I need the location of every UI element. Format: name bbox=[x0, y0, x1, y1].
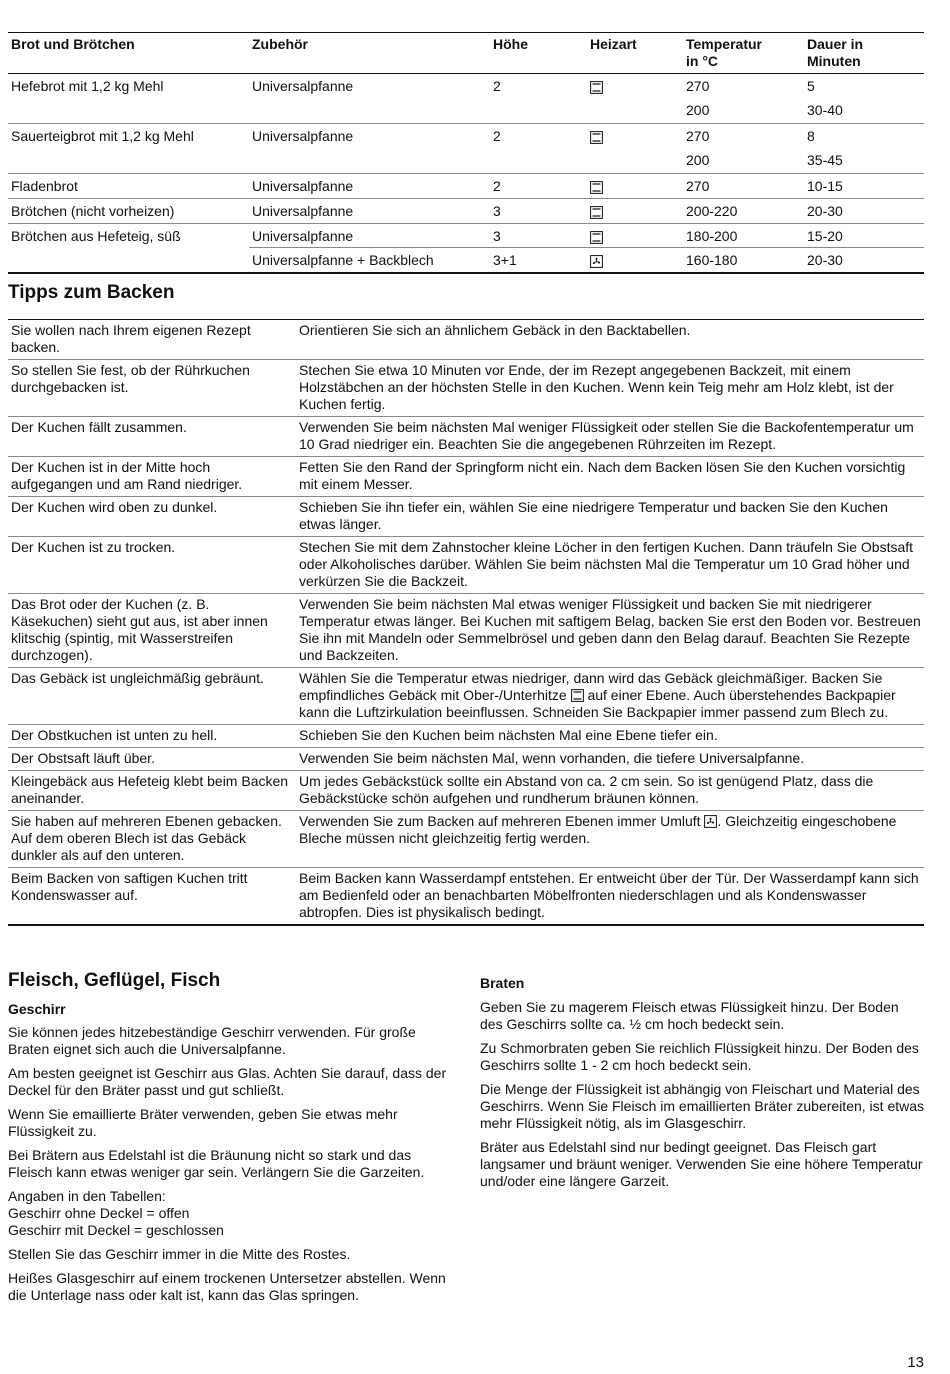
tip-row bbox=[8, 811, 924, 868]
meat-section bbox=[8, 972, 455, 1311]
level: 2 bbox=[493, 78, 501, 94]
legend-line: Geschirr mit Deckel = geschlossen bbox=[8, 1222, 224, 1238]
heating-mode bbox=[587, 174, 683, 198]
tip-solution bbox=[299, 668, 924, 724]
tip-solution: Schieben Sie den Kuchen beim nächsten Mal eine Ebene tiefer ein. bbox=[299, 727, 718, 743]
tip-solution: Stechen Sie mit dem Zahnstocher kleine Löcher in den fertigen Kuchen. Dann träufeln Sie Obstsaft oder Alkoholisches darüber. Wählen Sie beim nächsten Mal die Temperatur um 10 Grad höher und verkürzen Sie die Backzeit. bbox=[299, 539, 914, 589]
ober-unterhitze-icon bbox=[590, 206, 603, 219]
duration: 30-40 bbox=[807, 102, 843, 118]
duration-cell bbox=[804, 174, 924, 198]
column-header: Höhe bbox=[493, 36, 528, 52]
duration: 20-30 bbox=[807, 203, 843, 219]
tip-problem: Beim Backen von saftigen Kuchen tritt Kondenswasser auf. bbox=[11, 870, 248, 903]
temperature: 200 bbox=[686, 102, 710, 118]
tip-row bbox=[8, 868, 924, 926]
accessory: Universalpfanne bbox=[252, 203, 354, 219]
umluft-icon bbox=[590, 255, 603, 268]
paragraph: Die Menge der Flüssigkeit ist abhängig von Fleischart und Material des Geschirrs. Wenn Sie Fleisch im emaillierten Bräter zubereiten, ist etwas mehr Flüssigkeit nötig, als im Glasgeschirr. bbox=[480, 1081, 925, 1131]
tip-row bbox=[8, 771, 924, 811]
tip-row bbox=[8, 668, 924, 725]
heating-mode bbox=[587, 199, 683, 223]
heating-mode bbox=[587, 224, 683, 248]
paragraph: Stellen Sie das Geschirr immer in die Mitte des Rostes. bbox=[8, 1246, 351, 1262]
bread-name: Fladenbrot bbox=[11, 178, 78, 194]
bread-name: Hefebrot mit 1,2 kg Mehl bbox=[11, 78, 164, 94]
tip-row bbox=[8, 417, 924, 457]
paragraph: Sie können jedes hitzebeständige Geschirr verwenden. Für große Braten eignet sich auch die Universalpfanne. bbox=[8, 1024, 416, 1057]
accessory: Universalpfanne bbox=[252, 128, 354, 144]
duration: 8 bbox=[807, 128, 815, 144]
bread-name: Sauerteigbrot mit 1,2 kg Mehl bbox=[11, 128, 194, 144]
ober-unterhitze-icon bbox=[590, 231, 603, 244]
umluft-icon bbox=[704, 815, 717, 828]
table-row bbox=[8, 224, 924, 248]
ober-unterhitze-icon bbox=[590, 181, 603, 194]
tip-solution bbox=[299, 811, 924, 867]
temperature: 270 bbox=[686, 78, 710, 94]
tips-heading: Tipps zum Backen bbox=[8, 282, 175, 303]
meat-heading: Fleisch, Geflügel, Fisch bbox=[8, 970, 221, 991]
tips-table bbox=[8, 319, 924, 926]
tip-text: Wählen Sie die Temperatur etwas niedriger, dann wird das Gebäck gleichmäßiger. Backen Sie empfindliches Gebäck mit Ober-/Unterhitze bbox=[299, 670, 883, 703]
column-header: Brot und Brötchen bbox=[11, 36, 135, 52]
tip-solution: Orientieren Sie sich an ähnlichem Gebäck in den Backtabellen. bbox=[299, 322, 691, 338]
temperature-cell bbox=[683, 174, 804, 198]
ober-unterhitze-icon bbox=[571, 689, 584, 702]
table-header-row bbox=[8, 33, 924, 74]
duration-cell bbox=[804, 199, 924, 223]
tip-solution: Fetten Sie den Rand der Springform nicht ein. Nach dem Backen lösen Sie den Kuchen vorsichtig mit einem Messer. bbox=[299, 459, 906, 492]
level: 3 bbox=[493, 228, 501, 244]
table-row bbox=[8, 74, 924, 124]
tip-problem: Der Kuchen fällt zusammen. bbox=[11, 419, 187, 435]
temperature-cell bbox=[683, 224, 804, 248]
tip-text: Verwenden Sie zum Backen auf mehreren Ebenen immer Umluft bbox=[299, 813, 705, 829]
paragraph: Bei Brätern aus Edelstahl ist die Bräunung nicht so stark und das Fleisch kann etwas weniger gar sein. Verlängern Sie die Garzeiten. bbox=[8, 1147, 425, 1180]
temperature-cell bbox=[683, 74, 804, 123]
heating-mode bbox=[587, 124, 683, 173]
tip-row bbox=[8, 457, 924, 497]
table-legend bbox=[8, 1188, 455, 1239]
tip-row bbox=[8, 725, 924, 748]
heating-mode bbox=[587, 74, 683, 123]
temperature: 180-200 bbox=[686, 228, 738, 244]
tip-row bbox=[8, 360, 924, 417]
tip-row bbox=[8, 594, 924, 668]
temperature-cell bbox=[683, 199, 804, 223]
duration-cell bbox=[804, 248, 924, 272]
duration-cell bbox=[804, 224, 924, 248]
level: 3+1 bbox=[493, 252, 517, 268]
tip-solution: Verwenden Sie beim nächsten Mal, wenn vorhanden, die tiefere Universalpfanne. bbox=[299, 750, 805, 766]
accessory: Universalpfanne bbox=[252, 228, 354, 244]
tip-solution: Verwenden Sie beim nächsten Mal weniger Flüssigkeit oder stellen Sie die Backofentemperatur um 10 Grad niedriger ein. Beachten Sie die angegebenen Rührzeiten im Rezept. bbox=[299, 419, 914, 452]
paragraph: Am besten geeignet ist Geschirr aus Glas. Achten Sie darauf, dass der Deckel für den Bräter passt und gut schließt. bbox=[8, 1065, 447, 1098]
ober-unterhitze-icon bbox=[590, 81, 603, 94]
tip-solution: Stechen Sie etwa 10 Minuten vor Ende, der im Rezept angegebenen Backzeit, mit einem Holzstäbchen an der höchsten Stelle in den Kuchen. Wenn kein Teig mehr am Holz klebt, ist der Kuchen fertig. bbox=[299, 362, 894, 412]
tip-solution: Verwenden Sie beim nächsten Mal etwas weniger Flüssigkeit und backen Sie mit niedrigerer Temperatur etwas länger. Bei Kuchen mit saftigem Belag, backen Sie erst den Boden vor. Bestreuen Sie ihn mit Mandeln oder Semmelbrösel und geben dann den Belag darauf. Beachten Sie Rezepte und Backzeiten. bbox=[299, 596, 921, 663]
accessory: Universalpfanne bbox=[252, 178, 354, 194]
table-row bbox=[8, 174, 924, 199]
tip-row bbox=[8, 497, 924, 537]
temperature: 200 bbox=[686, 152, 710, 168]
temperature: 270 bbox=[686, 178, 710, 194]
duration: 35-45 bbox=[807, 152, 843, 168]
temperature-cell bbox=[683, 248, 804, 272]
accessory: Universalpfanne + Backblech bbox=[252, 252, 434, 268]
roast-section bbox=[480, 975, 925, 1197]
paragraph: Bräter aus Edelstahl sind nur bedingt geeignet. Das Fleisch gart langsamer und bräunt weniger. Verwenden Sie eine höhere Temperatur und/oder eine längere Garzeit. bbox=[480, 1139, 923, 1189]
tip-problem: Der Kuchen ist zu trocken. bbox=[11, 539, 176, 555]
temperature-cell bbox=[683, 124, 804, 173]
temperature: 270 bbox=[686, 128, 710, 144]
legend-line: Geschirr ohne Deckel = offen bbox=[8, 1205, 190, 1221]
heating-mode bbox=[587, 248, 683, 272]
column-header: Dauer in Minuten bbox=[807, 36, 864, 69]
bread-name: Brötchen (nicht vorheizen) bbox=[11, 203, 175, 219]
tip-problem: Der Kuchen ist in der Mitte hoch aufgegangen und am Rand niedriger. bbox=[11, 459, 243, 492]
temperature: 160-180 bbox=[686, 252, 738, 268]
tip-problem: Der Obstsaft läuft über. bbox=[11, 750, 155, 766]
table-row bbox=[8, 124, 924, 174]
bread-name: Brötchen aus Hefeteig, süß bbox=[11, 228, 181, 244]
tip-problem: Sie wollen nach Ihrem eigenen Rezept backen. bbox=[11, 322, 251, 355]
paragraph: Geben Sie zu magerem Fleisch etwas Flüssigkeit hinzu. Der Boden des Geschirrs sollte ca. ½ cm hoch bedeckt sein. bbox=[480, 999, 899, 1032]
page-number: 13 bbox=[907, 1354, 924, 1371]
tip-problem: Der Kuchen wird oben zu dunkel. bbox=[11, 499, 218, 515]
accessory: Universalpfanne bbox=[252, 78, 354, 94]
column-header: Zubehör bbox=[252, 36, 308, 52]
temperature: 200-220 bbox=[686, 203, 738, 219]
level: 2 bbox=[493, 128, 501, 144]
paragraph: Heißes Glasgeschirr auf einem trockenen Untersetzer abstellen. Wenn die Unterlage nass oder kalt ist, kann das Glas springen. bbox=[8, 1270, 446, 1303]
duration: 15-20 bbox=[807, 228, 843, 244]
roast-body bbox=[480, 999, 925, 1190]
table-row bbox=[8, 248, 924, 274]
roast-subheading: Braten bbox=[480, 975, 525, 991]
cookware-subheading: Geschirr bbox=[8, 1001, 66, 1017]
paragraph: Zu Schmorbraten geben Sie reichlich Flüssigkeit hinzu. Der Boden des Geschirrs sollte 1 - 2 cm hoch bedeckt sein. bbox=[480, 1040, 919, 1073]
duration-cell bbox=[804, 74, 924, 123]
tip-problem: Das Gebäck ist ungleichmäßig gebräunt. bbox=[11, 670, 264, 686]
tip-problem: Der Obstkuchen ist unten zu hell. bbox=[11, 727, 218, 743]
level: 2 bbox=[493, 178, 501, 194]
duration-cell bbox=[804, 124, 924, 173]
tip-problem: Sie haben auf mehreren Ebenen gebacken. Auf dem oberen Blech ist das Gebäck dunkler als auf den unteren. bbox=[11, 813, 282, 863]
tip-solution: Beim Backen kann Wasserdampf entstehen. Er entweicht über der Tür. Der Wasserdampf kann sich am Bedienfeld oder an benachbarten Möbelfronten niederschlagen und als Kondenswasser abtropfen. Dies ist physikalisch bedingt. bbox=[299, 870, 919, 920]
table-row bbox=[8, 199, 924, 224]
duration: 5 bbox=[807, 78, 815, 94]
tip-problem: Das Brot oder der Kuchen (z. B. Käsekuchen) sieht gut aus, ist aber innen klitschig (spintig, mit Wasserstreifen durchzogen). bbox=[11, 596, 268, 663]
bread-table bbox=[8, 32, 924, 274]
tip-problem: So stellen Sie fest, ob der Rührkuchen durchgebacken ist. bbox=[11, 362, 250, 395]
tip-text: . Gleichzeitig eingeschobene Bleche müssen nicht gleichzeitig fertig werden. bbox=[299, 813, 897, 846]
duration: 10-15 bbox=[807, 178, 843, 194]
tip-solution: Schieben Sie ihn tiefer ein, wählen Sie eine niedrigere Temperatur und backen Sie den Kuchen etwas länger. bbox=[299, 499, 888, 532]
tip-row bbox=[8, 748, 924, 771]
tip-problem: Kleingebäck aus Hefeteig klebt beim Backen aneinander. bbox=[11, 773, 289, 806]
level: 3 bbox=[493, 203, 501, 219]
paragraph: Wenn Sie emaillierte Bräter verwenden, geben Sie etwas mehr Flüssigkeit zu. bbox=[8, 1106, 398, 1139]
bread-name bbox=[8, 248, 249, 272]
column-header: Temperatur in °C bbox=[686, 36, 762, 69]
tip-solution: Um jedes Gebäckstück sollte ein Abstand von ca. 2 cm sein. So ist genügend Platz, dass die Gebäckstücke schön aufgehen und rundherum bräunen können. bbox=[299, 773, 874, 806]
column-header: Heizart bbox=[590, 36, 637, 52]
ober-unterhitze-icon bbox=[590, 131, 603, 144]
meat-body bbox=[8, 1024, 455, 1304]
duration: 20-30 bbox=[807, 252, 843, 268]
tip-row bbox=[8, 320, 924, 360]
legend-line: Angaben in den Tabellen: bbox=[8, 1188, 166, 1204]
tip-row bbox=[8, 537, 924, 594]
tip-text: auf einer Ebene. Auch überstehendes Backpapier kann die Luftzirkulation beeinflussen. Schneiden Sie Backpapier immer passend zum Blech zu. bbox=[299, 687, 896, 720]
